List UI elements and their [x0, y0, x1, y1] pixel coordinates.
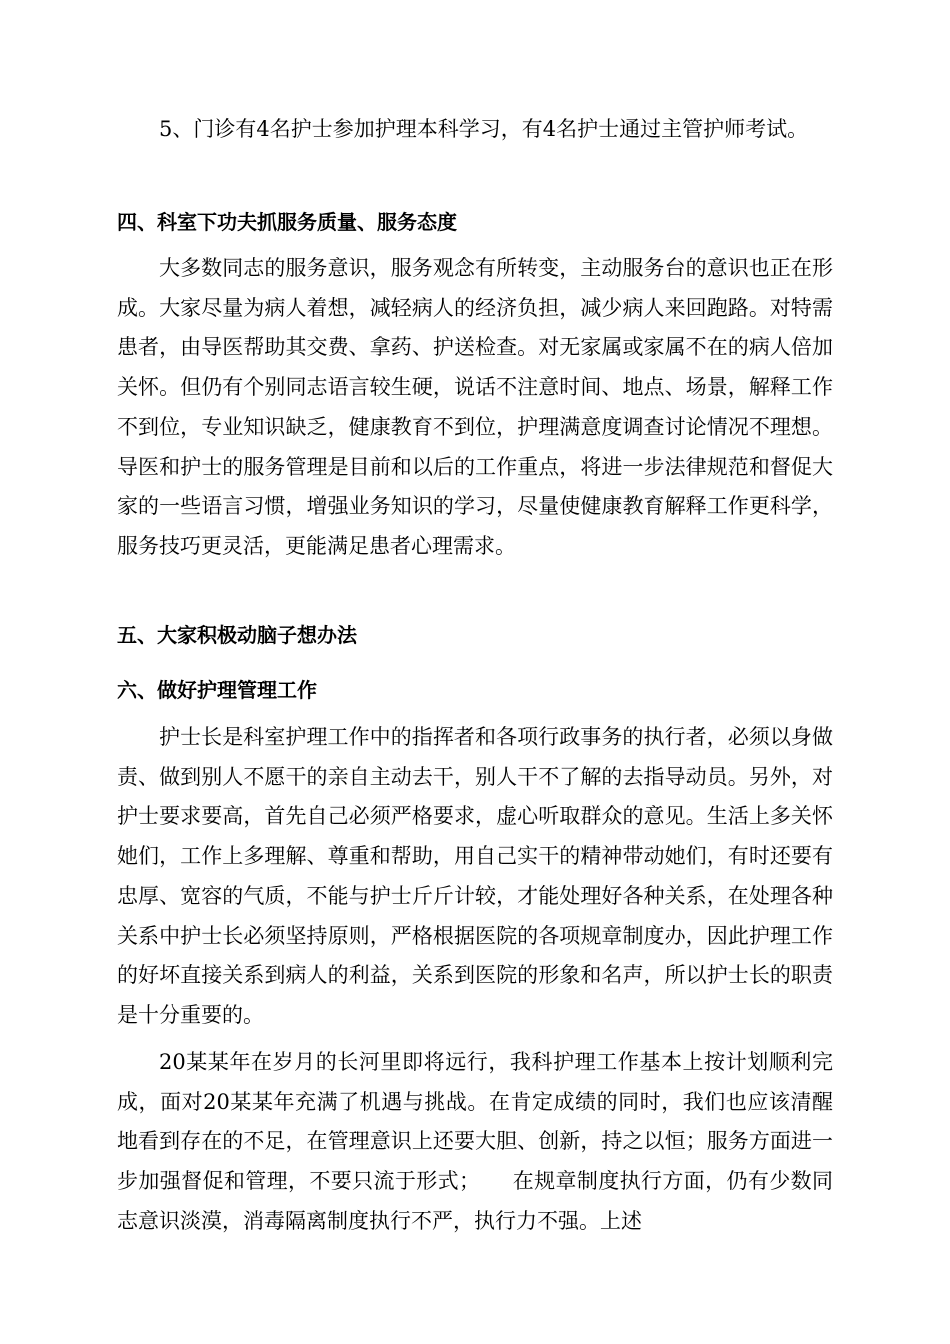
- section-6-paragraph: 护士长是科室护理工作中的指挥者和各项行政事务的执行者，必须以身做责、做到别人不愿干的亲自主动去干，别人干不了解的去指导动员。另外，对护士要求要高，首先自己必须严格要求，虚心听取群众的意见。生活上多关怀她们，工作上多理解、尊重和帮助，用自己实干的精神带动她们，有时还要有忠厚、宽容的气质，不能与护士斤斤计较，才能处理好各种关系，在处理各种关系中护士长必须坚持原则，严格根据医院的各项规章制度办，因此护理工作的好坏直接关系到病人的利益，关系到医院的形象和名声，所以护士长的职责是十分重要的。: [117, 725, 833, 1027]
- item-5-paragraph: 5、门诊有4名护士参加护理本科学习，有4名护士通过主管护师考试。: [159, 117, 809, 141]
- section-6-heading: 六、做好护理管理工作: [117, 678, 317, 702]
- section-4-paragraph: 大多数同志的服务意识，服务观念有所转变，主动服务台的意识也正在形成。大家尽量为病人着想，减轻病人的经济负担，减少病人来回跑路。对特需患者，由导医帮助其交费、拿药、护送检查。对无家属或家属不在的病人倍加关怀。但仍有个别同志语言较生硬，说话不注意时间、地点、场景，解释工作不到位，专业知识缺乏，健康教育不到位，护理满意度调查讨论情况不理想。导医和护士的服务管理是目前和以后的工作重点，将进一步法律规范和督促大家的一些语言习惯，增强业务知识的学习，尽量使健康教育解释工作更科学，服务技巧更灵活，更能满足患者心理需求。: [117, 256, 833, 558]
- closing-paragraph: 20某某年在岁月的长河里即将远行，我科护理工作基本上按计划顺利完成，面对20某某年充满了机遇与挑战。在肯定成绩的同时，我们也应该清醒地看到存在的不足，在管理意识上还要大胆、创新，持之以恒；服务方面进一步加强督促和管理，不要只流于形式； 在规章制度执行方面，仍有少数同志意识淡漠，消毒隔离制度执行不严，执行力不强。上述: [117, 1050, 833, 1233]
- section-4-heading: 四、科室下功夫抓服务质量、服务态度: [117, 210, 457, 234]
- section-5-heading: 五、大家积极动脑子想办法: [117, 623, 357, 647]
